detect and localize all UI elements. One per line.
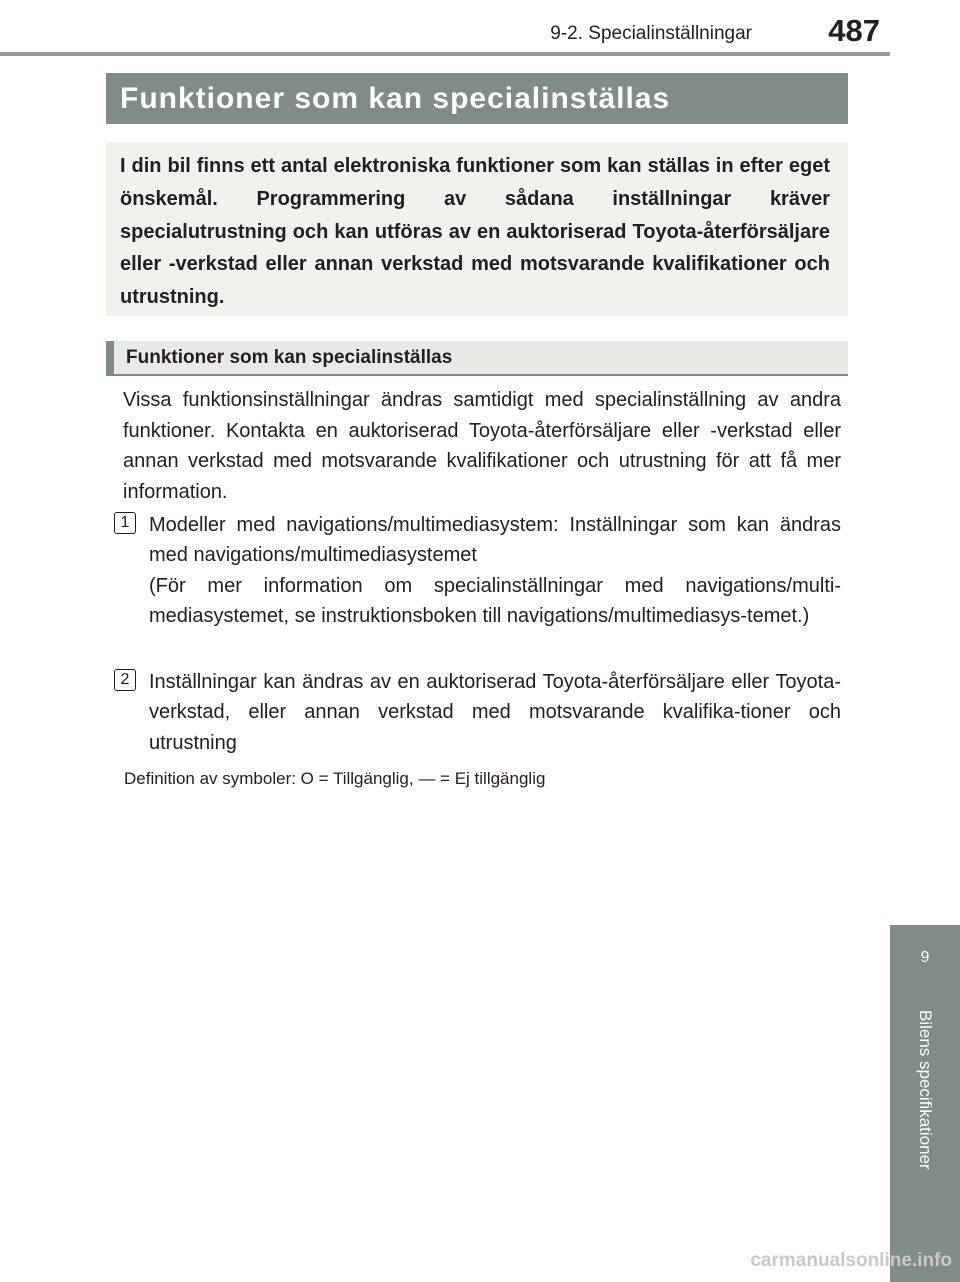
intro-text: I din bil finns ett antal elektroniska funktioner som kan ställas in efter eget önskemål. Programmering av sådana inställningar kräver specialutrustning och kan utföras av en auktoriserad Toyota-återförsäljare eller -verkstad eller annan verkstad med motsvarande kvalifikationer och utrustning. xyxy=(120,155,830,309)
symbol-definition: Definition av symboler: O = Tillgänglig, — = Ej tillgänglig xyxy=(124,769,546,788)
intro-box xyxy=(106,142,848,316)
section-title: Funktioner som kan specialinställas xyxy=(120,81,671,115)
list-item xyxy=(149,667,841,758)
chapter-number: 9 xyxy=(920,949,930,966)
section-title-banner xyxy=(106,73,848,124)
running-header-section: 9-2. Specialinställningar xyxy=(550,23,752,44)
list-item-note: (För mer information om specialinställningar med navigations/multi-mediasystemet, se instruktionsboken till navigations/multimediasys-temet.) xyxy=(149,574,841,628)
header-divider xyxy=(0,52,890,56)
chapter-side-tab xyxy=(890,925,960,1282)
subsection-heading-text: Funktioner som kan specialinställas xyxy=(126,346,453,368)
list-item-text: Inställningar kan ändras av en auktoriserad Toyota-återförsäljare eller Toyota-verkstad, eller annan verkstad med motsvarande kvalifika-tioner och utrustning xyxy=(149,671,841,754)
margin-band xyxy=(890,0,960,925)
subsection-heading xyxy=(106,341,848,376)
page-number: 487 xyxy=(828,13,880,48)
list-item-text: Modeller med navigations/multimediasystem: Inställningar som kan ändras med navigations/multimediasystemet xyxy=(149,514,841,567)
item-number-badge: 2 xyxy=(114,669,136,691)
chapter-label: Bilens specifikationer xyxy=(916,1010,935,1170)
item-number-badge: 1 xyxy=(114,512,136,534)
body-paragraph: Vissa funktionsinställningar ändras samtidigt med specialinställning av andra funktioner. Kontakta en auktoriserad Toyota-återförsäljare eller -verkstad eller annan verkstad med motsvarande kvalifikationer och utrustning för att få mer information. xyxy=(123,389,841,503)
list-item xyxy=(149,510,841,632)
watermark-text: carmanualsonline.info xyxy=(750,1250,952,1271)
